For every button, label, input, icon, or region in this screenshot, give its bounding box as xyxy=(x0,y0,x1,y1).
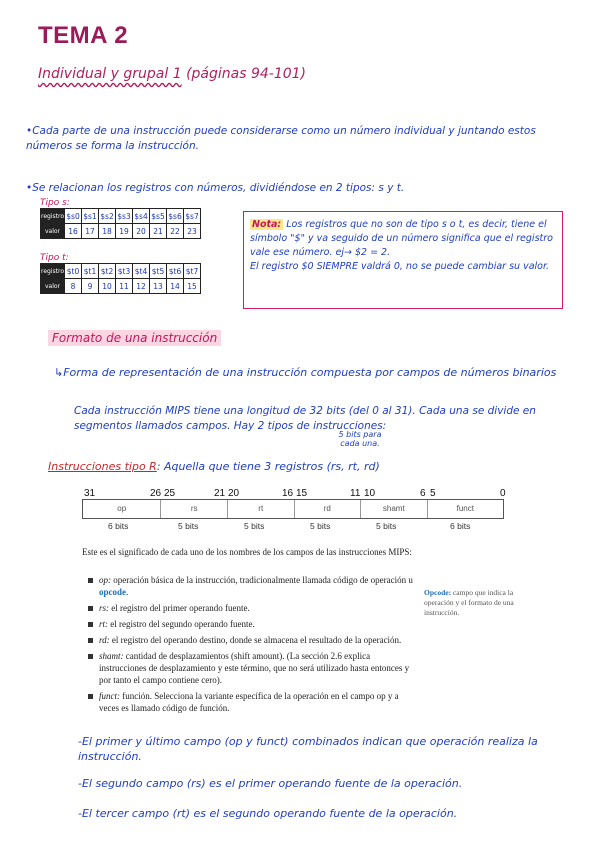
opcode-side-note xyxy=(424,588,516,618)
dash-note-1: -El primer y último campo (op y funct) combinados indican que operación realiza la instrucción. xyxy=(78,735,538,763)
reg-cell: $s2 xyxy=(99,209,116,224)
header-registro: registro xyxy=(41,264,65,279)
field-op: op xyxy=(83,500,161,518)
reg-cell: $t7 xyxy=(184,264,201,279)
page-title: TEMA 2 xyxy=(38,22,129,49)
note-text-1: Los registros que no son de tipo s o t, es decir, tiene el símbolo "$" y va seguido de un número significa que el registro vale ese número. ej→ $2 = 2. xyxy=(250,219,553,258)
reg-cell: $t0 xyxy=(65,264,82,279)
opcode-term: Opcode: xyxy=(424,588,452,597)
field-funct: funct xyxy=(456,504,474,513)
reg-cell: $t6 xyxy=(167,264,184,279)
tipo-t-label: Tipo t: xyxy=(40,253,69,263)
val-cell: 23 xyxy=(184,224,201,239)
subtitle xyxy=(38,66,306,82)
reg-cell: $t5 xyxy=(150,264,167,279)
item-rd: rd: el registro del operando destino, donde se almacena el resultado de la operación. xyxy=(88,634,414,646)
reg-cell: $t4 xyxy=(133,264,150,279)
note-text-2: El registro $0 SIEMPRE valdrá 0, no se puede cambiar su valor. xyxy=(250,261,550,272)
instruction-field-box xyxy=(82,499,504,519)
val-cell: 17 xyxy=(82,224,99,239)
header-valor: valor xyxy=(41,224,65,239)
val-cell: 8 xyxy=(65,279,82,294)
bits-shamt: 5 bits xyxy=(376,521,397,531)
note-label: Nota: xyxy=(252,219,282,230)
paragraph-2: •Se relacionan los registros con números, dividiéndose en 2 tipos: s y t. xyxy=(26,182,405,194)
reg-cell: $s4 xyxy=(133,209,150,224)
header-registro: registro xyxy=(41,209,65,224)
tipo-t-table xyxy=(40,263,201,294)
reg-cell: $t2 xyxy=(99,264,116,279)
val-cell: 14 xyxy=(167,279,184,294)
paragraph-1: •Cada parte de una instrucción puede considerarse como un número individual y juntando estos números se forma la instrucción. xyxy=(26,125,536,152)
bit-11: 11 xyxy=(350,488,361,499)
bit-15: 15 xyxy=(296,488,308,499)
bit-6: 6 xyxy=(420,488,426,499)
reg-cell: $s1 xyxy=(82,209,99,224)
item-shamt: shamt: cantidad de desplazamientos (shift amount). (La sección 2.6 explica instrucciones de desplazamiento y este término, que no será utilizado hasta entonces y por tanto el campo contiene cero). xyxy=(88,650,414,686)
tipo-r-line xyxy=(48,459,568,474)
bits-rt: 5 bits xyxy=(244,521,265,531)
reg-cell: $s7 xyxy=(184,209,201,224)
bit-20: 20 xyxy=(228,488,240,499)
val-cell: 12 xyxy=(133,279,150,294)
reg-cell: $t1 xyxy=(82,264,99,279)
field-shamt: shamt xyxy=(361,500,428,518)
bits-op: 6 bits xyxy=(108,521,129,531)
note-box xyxy=(243,211,563,309)
val-cell: 10 xyxy=(99,279,116,294)
bits-rs: 5 bits xyxy=(178,521,199,531)
dash-note-3: -El tercer campo (rt) es el segundo operando fuente de la operación. xyxy=(78,807,458,820)
reg-cell: $s0 xyxy=(65,209,82,224)
bit-21: 21 xyxy=(214,488,226,499)
bits-rd: 5 bits xyxy=(310,521,331,531)
formato-heading: Formato de una instrucción xyxy=(48,330,221,346)
item-funct: funct: función. Selecciona la variante específica de la operación en el campo op y a veces es llamado código de función. xyxy=(88,690,414,714)
item-rs: rs: el registro del primer operando fuente. xyxy=(88,602,414,614)
bit-5: 5 xyxy=(430,488,436,499)
item-op: op: operación básica de la instrucción, tradicionalmente llamada código de operación u opcode. xyxy=(88,574,414,598)
field-rt: rt xyxy=(228,500,295,518)
field-definitions xyxy=(88,574,414,714)
dash-note-2: -El segundo campo (rs) es el primer operando fuente de la operación. xyxy=(78,777,463,790)
reg-cell: $s6 xyxy=(167,209,184,224)
val-cell: 21 xyxy=(150,224,167,239)
bit-31: 31 xyxy=(84,488,96,499)
intro-text: Este es el significado de cada uno de los nombres de los campos de las instrucciones MIPS: xyxy=(82,547,412,557)
header-valor: valor xyxy=(41,279,65,294)
val-cell: 13 xyxy=(150,279,167,294)
field-rd: rd xyxy=(295,500,362,518)
tipo-s-table xyxy=(40,208,201,239)
bit-16: 16 xyxy=(282,488,294,499)
bit-25: 25 xyxy=(164,488,176,499)
bit-0: 0 xyxy=(500,488,506,499)
mips-paragraph: Cada instrucción MIPS tiene una longitud de 32 bits (del 0 al 31). Cada una se divide en segmentos llamados campos. Hay 2 tipos de instrucciones: xyxy=(74,405,536,432)
field-rs: rs xyxy=(161,500,228,518)
tipo-r-regs: (rs, rt, rd) xyxy=(326,460,380,473)
tipo-s-label: Tipo s: xyxy=(40,198,70,208)
tipo-r-rest: : Aquella que tiene 3 registros xyxy=(156,460,324,473)
tipo-r-label: Instrucciones tipo R xyxy=(48,460,157,473)
item-rt: rt: el registro del segundo operando fuente. xyxy=(88,618,414,630)
reg-cell: $s5 xyxy=(150,209,167,224)
val-cell: 15 xyxy=(184,279,201,294)
subtitle-pages: (páginas 94-101) xyxy=(186,66,307,82)
val-cell: 16 xyxy=(65,224,82,239)
val-cell: 20 xyxy=(133,224,150,239)
reg-cell: $s3 xyxy=(116,209,133,224)
formato-definition: ↳Forma de representación de una instrucción compuesta por campos de números binarios xyxy=(54,366,557,379)
bits-funct: 6 bits xyxy=(450,521,471,531)
val-cell: 11 xyxy=(116,279,133,294)
val-cell: 18 xyxy=(99,224,116,239)
opcode-definition: campo que indica la operación y el formato de una instrucción. xyxy=(424,588,514,617)
bit-10: 10 xyxy=(364,488,376,499)
val-cell: 9 xyxy=(82,279,99,294)
bits-note: 5 bits para cada una. xyxy=(338,430,382,448)
bit-26: 26 xyxy=(150,488,162,499)
reg-cell: $t3 xyxy=(116,264,133,279)
val-cell: 19 xyxy=(116,224,133,239)
val-cell: 22 xyxy=(167,224,184,239)
subtitle-main: Individual y grupal 1 xyxy=(38,66,182,82)
